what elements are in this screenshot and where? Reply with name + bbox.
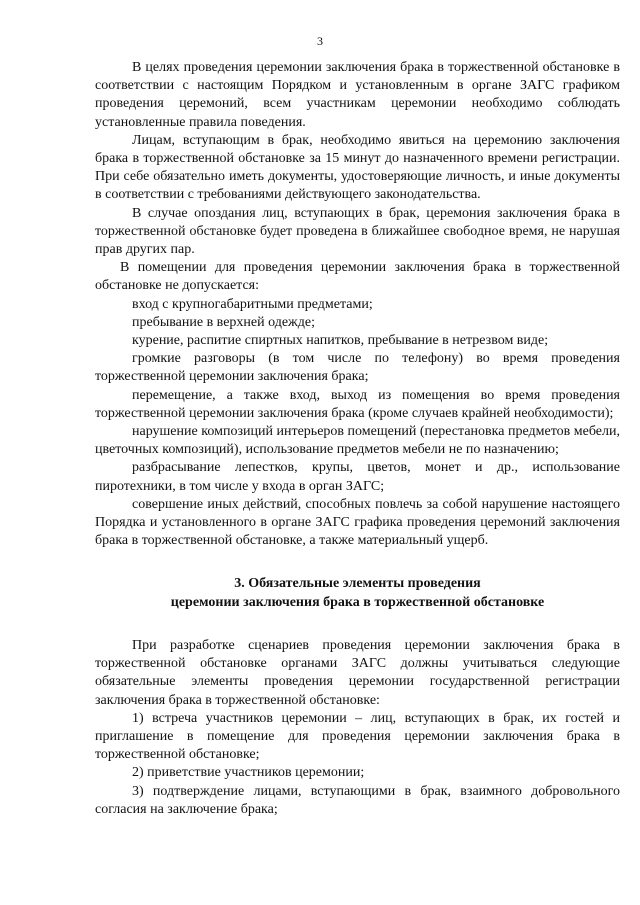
list-item: 3) подтверждение лицами, вступающими в брак, взаимного добровольного согласия на заключение брака;	[95, 783, 620, 817]
list-item: разбрасывание лепестков, крупы, цветов, монет и др., использование пиротехники, в том числе у входа в орган ЗАГС;	[95, 460, 620, 494]
paragraph-lateness: В случае опоздания лиц, вступающих в брак, церемония заключения брака в торжественной обстановке будет проведена в ближайшее свободное время, не нарушая прав других пар.	[95, 205, 620, 258]
paragraph-arrival: Лицам, вступающим в брак, необходимо явиться на церемонию заключения брака в торжественной обстановке за 15 минут до назначенного времени регистрации. При себе обязательно иметь документы, удостоверяющие личность, и иные документы в соответствии с требованиями действующего законодательства.	[95, 132, 620, 203]
list-item: пребывание в верхней одежде;	[132, 314, 315, 330]
paragraph-not-allowed: В помещении для проведения церемонии заключения брака в торжественной обстановке не допускается:	[95, 260, 620, 294]
section-heading-line-2: церемонии заключения брака в торжественной обстановке	[170, 594, 545, 610]
list-item: вход с крупногабаритными предметами;	[132, 296, 373, 312]
paragraph-purpose: В целях проведения церемонии заключения брака в торжественной обстановке в соответствии с настоящим Порядком и установленным в органе ЗАГС графиком проведения церемоний, всем участникам церемонии необходимо соблюдать установленные правила поведения.	[95, 60, 620, 130]
paragraph-section3-intro: При разработке сценариев проведения церемонии заключения брака в торжественной обстановке органами ЗАГС должны учитываться следующие обязательные элементы проведения церемонии государственной регистрации заключения брака в торжественной обстановке:	[95, 637, 620, 708]
section-heading-line-1: 3. Обязательные элементы проведения	[234, 576, 481, 592]
list-item: 2) приветствие участников церемонии;	[132, 765, 365, 781]
list-item: нарушение композиций интерьеров помещений (перестановка предметов мебели, цветочных композиций), использование предметов мебели не по назначению;	[95, 424, 620, 458]
list-item: 1) встреча участников церемонии – лиц, вступающих в брак, их гостей и приглашение в помещение для проведения церемонии заключения брака в торжественной обстановке;	[95, 710, 620, 763]
list-item: перемещение, а также вход, выход из помещения во время проведения торжественной церемонии заключения брака (кроме случаев крайней необходимости);	[95, 387, 620, 421]
list-item: совершение иных действий, способных повлечь за собой нарушение настоящего Порядка и установленного в органе ЗАГС графика проведения церемоний заключения брака в торжественной обстановке, а также материальный ущерб.	[95, 496, 620, 549]
list-item: громкие разговоры (в том числе по телефону) во время проведения торжественной церемонии заключения брака;	[95, 351, 620, 385]
page-number: 3	[317, 34, 323, 48]
list-item: курение, распитие спиртных напитков, пребывание в нетрезвом виде;	[132, 333, 549, 349]
document-body	[95, 59, 620, 819]
